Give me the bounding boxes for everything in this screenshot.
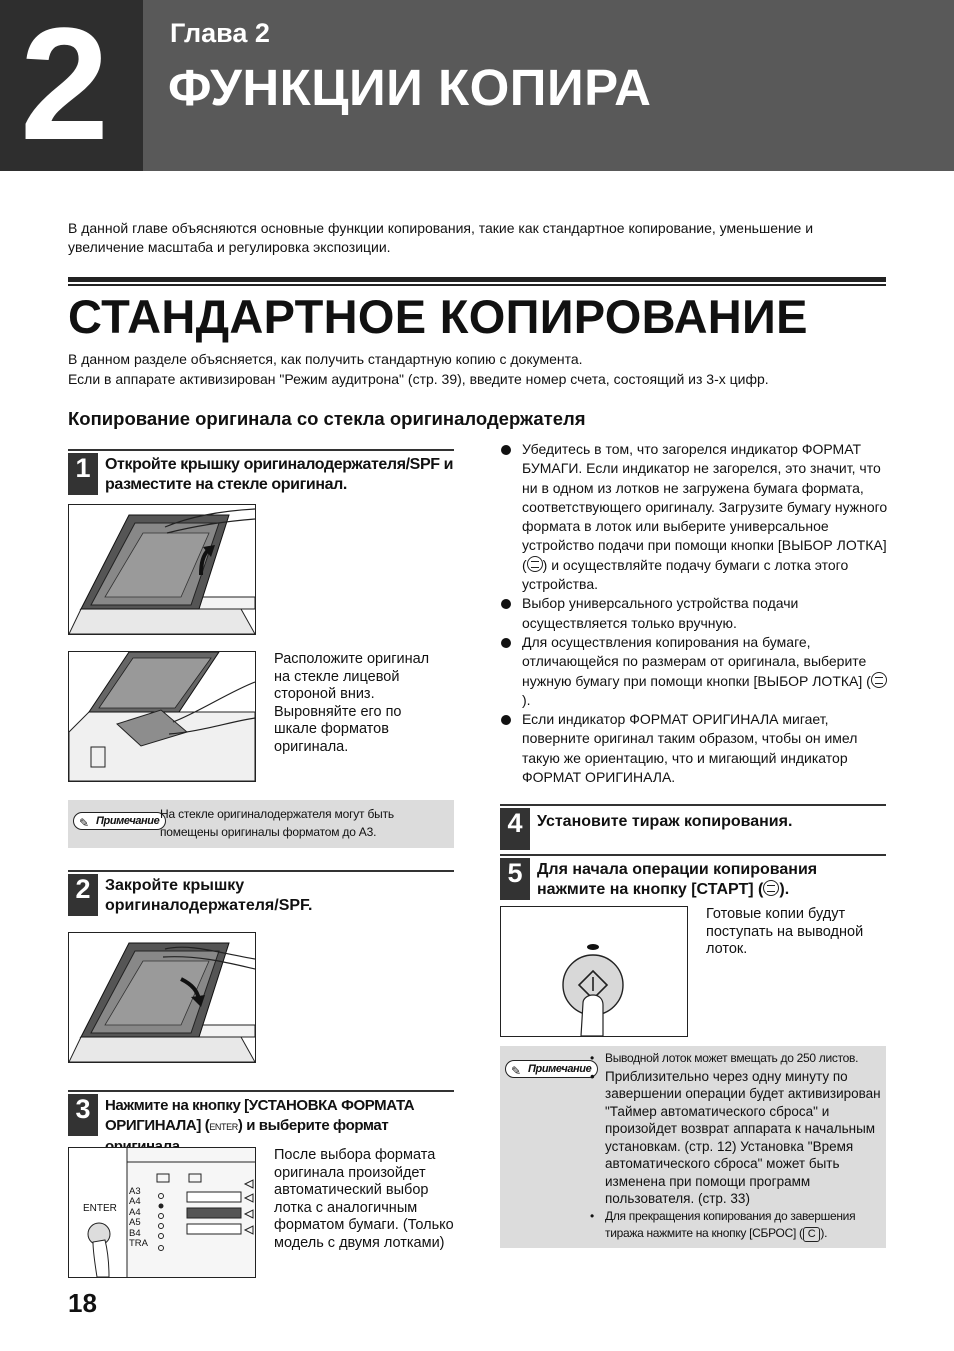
step-text: Установите тираж копирования.: [537, 813, 793, 830]
step-number: 3: [68, 1094, 98, 1136]
start-icon: [763, 880, 779, 896]
step-number: 1: [68, 453, 98, 495]
list-item: Выбор универсального устройства подачи осуществляется только вручную.: [499, 594, 889, 633]
chapter-number: 2: [20, 0, 105, 173]
step-text: Нажмите на кнопку [УСТАНОВКА ФОРМАТА ОРИГИНАЛА] (ENTER) и выберите формат: [105, 1097, 415, 1134]
copier-place-original-illustration: [68, 651, 256, 782]
list-item: • Приблизительно через одну минуту по завершении операции будет активизирован "Таймер автоматического сброса" и произойдет возврат аппарата к начальным установкам. (стр. 12) Установка "Время автоматического сброса" может быть изменена при помощи программ пользователя. (стр. 33): [590, 1068, 882, 1208]
note-badge: ✎ Примечание: [73, 812, 166, 830]
list-item: • Выводной лоток может вмещать до 250 листов.: [590, 1050, 882, 1068]
copier-open-lid-illustration: [68, 504, 256, 635]
step-text: Закройте крышку оригиналодержателя/SPF.: [105, 877, 313, 914]
section-rule-thin: [68, 284, 886, 286]
pencil-icon: ✎: [511, 1064, 521, 1078]
list-item: • Для прекращения копирования до завершения тиража нажмите на кнопку [СБРОС] ( C ).: [590, 1208, 882, 1243]
step-4: [500, 804, 886, 850]
start-button-illustration: [500, 906, 688, 1037]
page-number: 18: [68, 1288, 97, 1318]
tray-select-icon: [527, 556, 543, 572]
note-list: [590, 1050, 882, 1243]
section-rule: [68, 277, 886, 282]
tray-select-icon: [871, 672, 887, 688]
section-title: СТАНДАРТНОЕ КОПИРОВАНИЕ: [68, 290, 808, 343]
step5-caption: Готовые копии будут поступать на выводной лоток.: [706, 906, 864, 957]
list-item: Если индикатор ФОРМАТ ОРИГИНАЛА мигает, поверните оригинал таким образом, чтобы он имел такую же ориентацию, что и мигающий индикатор ФОРМАТ ОРИГИНАЛА.: [499, 710, 889, 787]
step-number: 4: [500, 808, 530, 850]
step-text: Для начала операции копирования нажмите на кнопку [СТАРТ] ( ).: [537, 861, 818, 898]
step-3: [68, 1090, 454, 1140]
note-box: [68, 800, 454, 848]
list-item: Для осуществления копирования на бумаге, отличающейся по размерам от оригинала, выберите нужную бумагу при помощи кнопки [ВЫБОР ЛОТКА] ().: [499, 633, 889, 710]
step-text: Откройте крышку оригиналодержателя/SPF и разместите на стекле оригинал.: [105, 456, 454, 493]
note-badge: ✎ Примечание: [505, 1060, 598, 1078]
step-1: [68, 449, 454, 497]
step-5: [500, 854, 886, 902]
chapter-label: Глава 2: [170, 18, 270, 48]
size-labels: A3 A4 A4 A5 B4 TRA: [129, 1186, 148, 1250]
copier-close-lid-illustration: [68, 932, 256, 1063]
step3-caption: После выбора формата оригинала произойдет автоматический выбор лотка с аналогичным форматом бумаги. (Только модель с двумя лотками): [274, 1147, 454, 1251]
control-panel-illustration: [68, 1147, 256, 1278]
bullet-list: [499, 440, 889, 787]
reset-key-icon: C: [803, 1227, 821, 1242]
list-item: Убедитесь в том, что загорелся индикатор ФОРМАТ БУМАГИ. Если индикатор не загорелся, это значит, что ни в одном из лотков не загружена бумага формата, соответствующего оригиналу. Загрузите бумагу нужного формата в лоток или выберите универсальное устройство подачи при помощи кнопки [ВЫБОР ЛОТКА] ( ) и осуществляйте подачу бумаги с лотка этого устройства.: [499, 440, 889, 594]
pencil-icon: ✎: [79, 816, 89, 830]
subsection-title: Копирование оригинала со стекла оригиналодержателя: [68, 408, 586, 429]
chapter-title: ФУНКЦИИ КОПИРА: [168, 59, 652, 116]
section-description: В данном разделе объясняется, как получить стандартную копию с документа. Если в аппарате активизирован "Режим аудитрона" (стр. 39), введите номер счета, состоящий из 3-х цифр.: [68, 351, 769, 387]
step-number: 5: [500, 858, 530, 900]
chapter-intro: В данной главе объясняются основные функции копирования, такие как стандартное копирование, уменьшение и увеличение масштаба и регулировка экспозиции.: [68, 220, 814, 255]
note-text: На стекле оригиналодержателя могут быть помещены оригиналы форматом до А3.: [160, 807, 394, 839]
step-2: [68, 870, 454, 918]
enter-label: ENTER: [83, 1203, 117, 1214]
step1-caption: Расположите оригинал на стекле лицевой стороной вниз. Выровняйте его по шкале форматов оригинала.: [274, 651, 430, 755]
step-number: 2: [68, 874, 98, 916]
chapter-number-block: [0, 0, 143, 171]
enter-key-icon: ENTER: [209, 1122, 238, 1132]
